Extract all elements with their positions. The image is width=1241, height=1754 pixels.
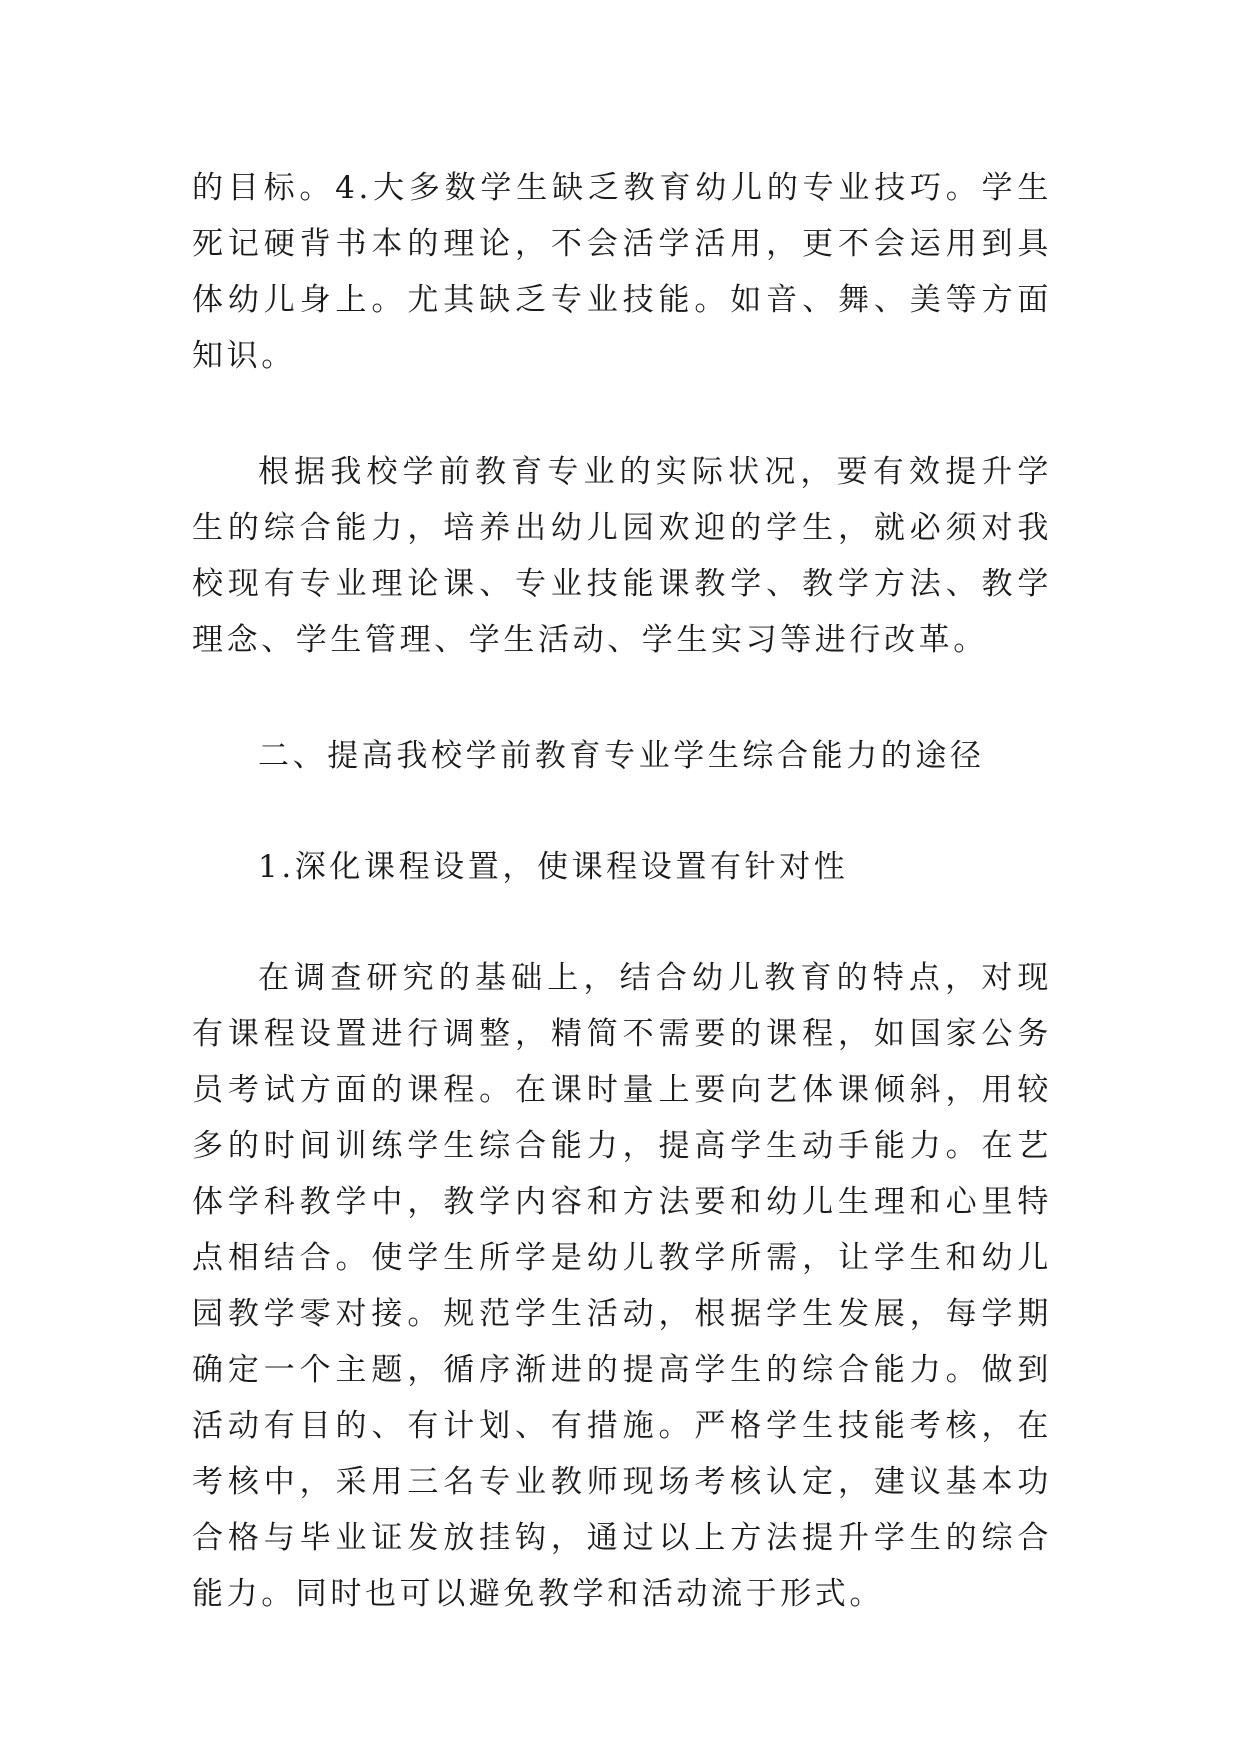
paragraph-gap [192,895,1052,950]
document-page [192,160,1052,1622]
paragraph-gap [192,668,1052,728]
paragraph-continuation: 的目标。4.大多数学生缺乏教育幼儿的专业技巧。学生死记硬背书本的理论，不会活学活用，更不会运用到具体幼儿身上。尤其缺乏专业技能。如音、舞、美等方面知识。 [192,170,1052,374]
paragraph-gap [192,384,1052,444]
paragraph-reform: 根据我校学前教育专业的实际状况，要有效提升学生的综合能力，培养出幼儿园欢迎的学生，就必须对我校现有专业理论课、专业技能课教学、教学方法、教学理念、学生管理、学生活动、学生实习等进行改革。 [192,454,1052,658]
paragraph-curriculum: 在调查研究的基础上，结合幼儿教育的特点，对现有课程设置进行调整，精简不需要的课程，如国家公务员考试方面的课程。在课时量上要向艺体课倾斜，用较多的时间训练学生综合能力，提高学生动手能力。在艺体学科教学中，教学内容和方法要和幼儿生理和心里特点相结合。使学生所学是幼儿教学所需，让学生和幼儿园教学零对接。规范学生活动，根据学生发展，每学期确定一个主题，循序渐进的提高学生的综合能力。做到活动有目的、有计划、有措施。严格学生技能考核，在考核中，采用三名专业教师现场考核认定，建议基本功合格与毕业证发放挂钩，通过以上方法提升学生的综合能力。同时也可以避免教学和活动流于形式。 [192,960,1052,1612]
section-heading: 二、提高我校学前教育专业学生综合能力的途径 [258,738,985,774]
paragraph-gap [192,784,1052,839]
subsection-heading: 1.深化课程设置，使课程设置有针对性 [258,849,849,885]
